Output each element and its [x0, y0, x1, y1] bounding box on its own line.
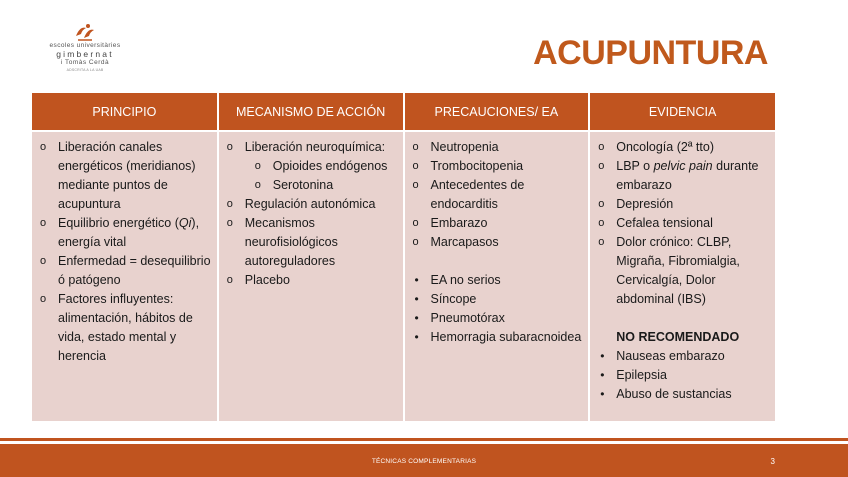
bullet-item: • Hemorragia subaracnoidea — [411, 328, 583, 347]
list-item: o Placebo — [225, 271, 397, 290]
bullet-item: • Nauseas embarazo — [596, 347, 769, 366]
list-spacer — [596, 309, 769, 328]
list-item-text: LBP o — [616, 159, 654, 173]
list-item-text: durante embarazo — [616, 159, 759, 192]
list-item: o Regulación autonómica — [225, 195, 397, 214]
sub-list-item: o Serotonina — [225, 176, 397, 195]
no-recomendado-heading: NO RECOMENDADO — [616, 330, 740, 344]
list-item: o Cefalea tensional — [596, 214, 769, 233]
list-item: o Neutropenia — [411, 138, 583, 157]
list-item: o Antecedentes de endocarditis — [411, 176, 583, 214]
list-item: o Mecanismos neurofisiológicos autoreguladores — [225, 214, 397, 271]
list-item: o Embarazo — [411, 214, 583, 233]
list-item: o Dolor crónico: CLBP, Migraña, Fibromialgia, Cervicalgía, Dolor abdominal (IBS) — [596, 233, 769, 309]
list-item: o Factores influyentes: alimentación, hábitos de vida, estado mental y herencia — [38, 290, 211, 366]
list-item: o Liberación canales energéticos (meridianos) mediante puntos de acupuntura — [38, 138, 211, 214]
principio-list — [38, 138, 211, 366]
evidencia-list — [596, 138, 769, 404]
list-item: o Trombocitopenia — [411, 157, 583, 176]
bullet-item: • Pneumotórax — [411, 309, 583, 328]
table-header-row — [32, 93, 775, 131]
table-row — [32, 131, 775, 421]
page-number: 3 — [770, 457, 775, 466]
footer-divider — [0, 438, 848, 441]
logo-line-1: escoles universitàries — [49, 42, 121, 49]
bullet-item: • Síncope — [411, 290, 583, 309]
logo-line-4: ADSCRITA A LA UAB — [66, 68, 104, 72]
qi-term: Qi — [178, 216, 192, 230]
acupuntura-table — [32, 93, 775, 421]
cell-precauciones — [404, 131, 590, 421]
sub-list-item: o Opioides endógenos — [225, 157, 397, 176]
list-item: o Enfermedad = desequilibrio ó patógeno — [38, 252, 211, 290]
list-item — [38, 214, 211, 252]
footer-bar — [0, 444, 848, 477]
cell-evidencia — [589, 131, 775, 421]
list-item — [596, 157, 769, 195]
bullet-item: • Epilepsia — [596, 366, 769, 385]
list-item-text: Equilibrio energético ( — [58, 216, 179, 230]
footer-title: TÉCNICAS COMPLEMENTARIAS — [371, 458, 477, 465]
bullet-item: • EA no serios — [411, 271, 583, 290]
list-item: o Depresión — [596, 195, 769, 214]
list-item: o Marcapasos — [411, 233, 583, 252]
cell-principio — [32, 131, 218, 421]
header-principio: PRINCIPIO — [32, 93, 218, 131]
precauciones-list — [411, 138, 583, 347]
cell-mecanismo — [218, 131, 404, 421]
slide-title: ACUPUNTURA — [533, 34, 768, 72]
list-item: o Oncología (2ª tto) — [596, 138, 769, 157]
bullet-item: • Abuso de sustancias — [596, 385, 769, 404]
logo-line-3: i Tomàs Cerdà — [60, 59, 110, 66]
list-spacer — [411, 252, 583, 271]
header-precauciones: PRECAUCIONES/ EA — [404, 93, 590, 131]
header-evidencia: EVIDENCIA — [589, 93, 775, 131]
logo-mark-icon — [72, 22, 98, 42]
list-item-text: ), energía vital — [58, 216, 200, 249]
mecanismo-list — [225, 138, 397, 290]
logo-line-2: gimbernat — [56, 49, 114, 59]
institution-logo — [40, 22, 130, 73]
pelvic-pain-term: pelvic pain — [653, 159, 713, 173]
list-item: o Liberación neuroquímica: — [225, 138, 397, 157]
header-mecanismo: MECANISMO DE ACCIÓN — [218, 93, 404, 131]
